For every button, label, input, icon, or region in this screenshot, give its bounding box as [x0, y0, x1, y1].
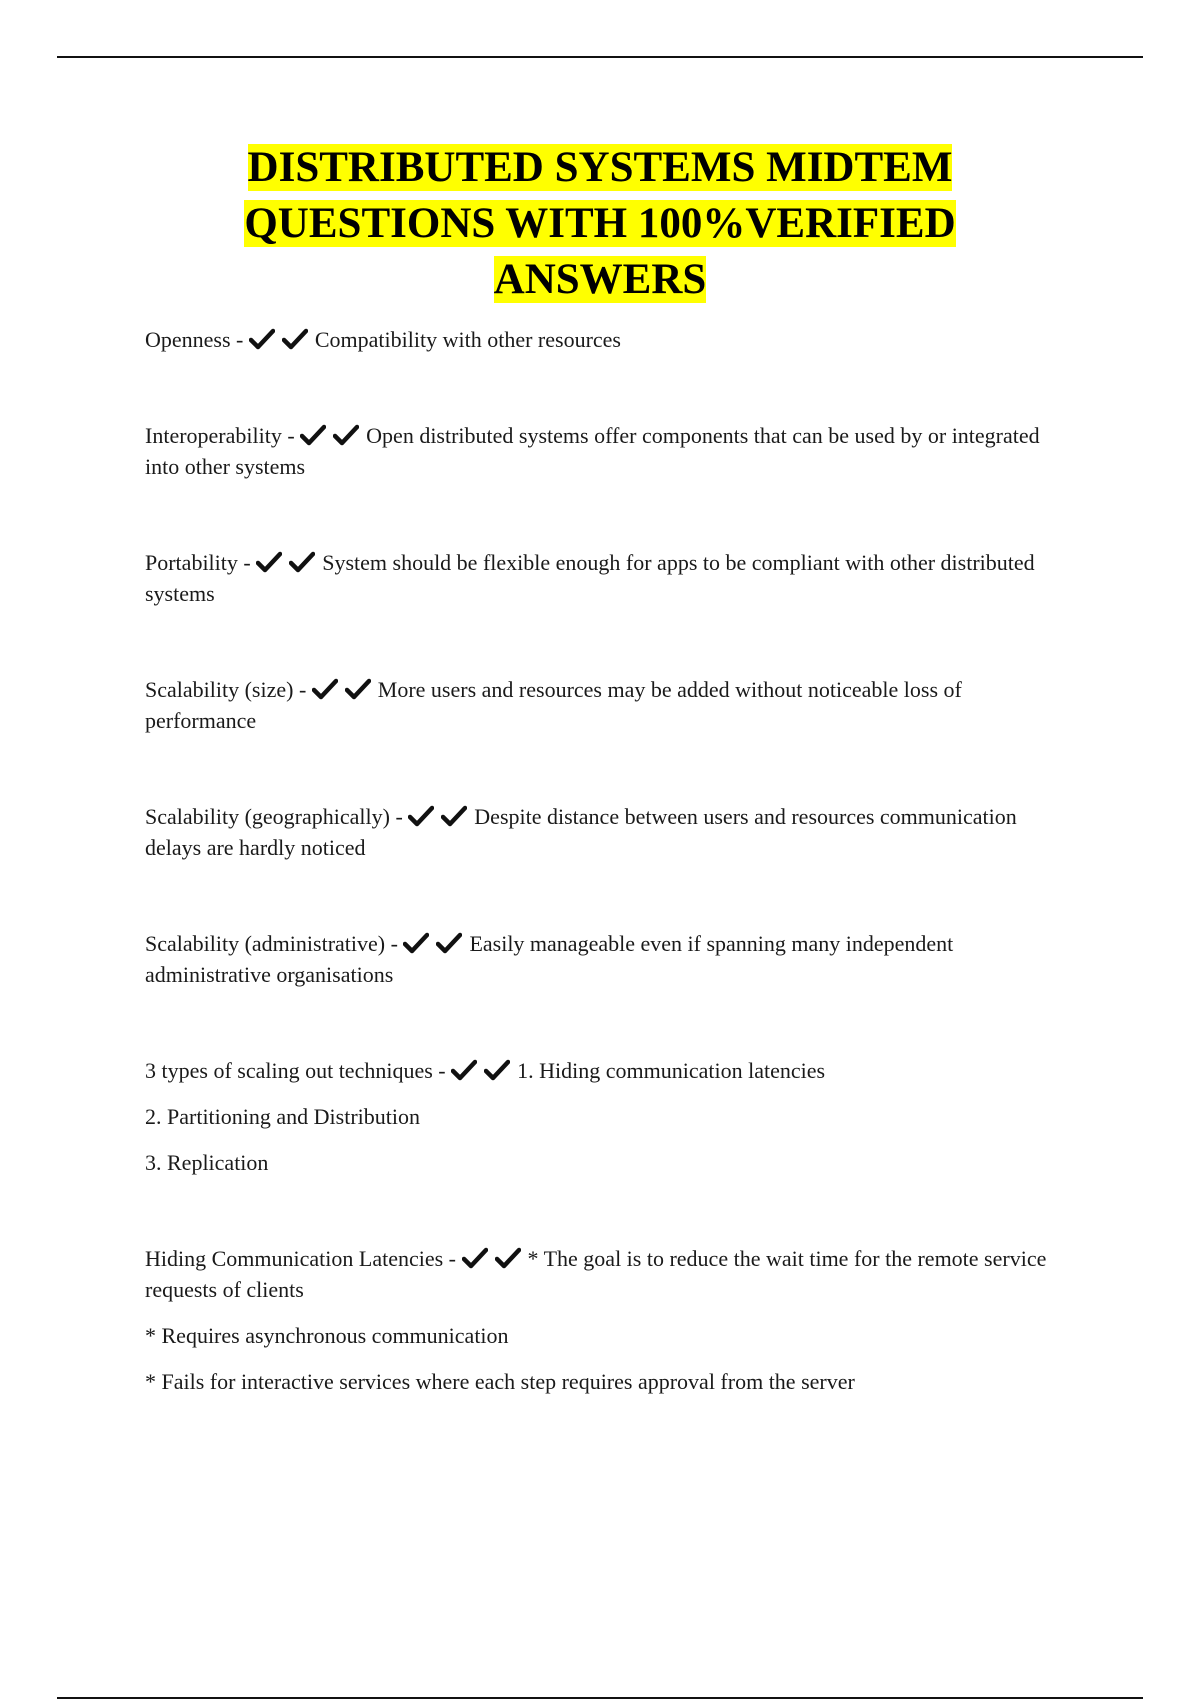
qa-first-paragraph: [145, 1243, 1075, 1305]
term-label: Scalability (size): [145, 677, 294, 702]
check-mark-icon: [282, 328, 308, 350]
qa-entry: [145, 801, 1075, 863]
qa-paragraph: [145, 1366, 1075, 1397]
check-mark-icon: [436, 932, 462, 954]
check-mark-icon: [256, 551, 282, 573]
term-label: Scalability (geographically): [145, 804, 390, 829]
term-separator: -: [432, 1058, 452, 1083]
title-line-1: DISTRIBUTED SYSTEMS MIDTEM: [247, 144, 953, 191]
qa-first-paragraph: [145, 420, 1075, 482]
title-line-2: QUESTIONS WITH 100%VERIFIED: [244, 200, 956, 247]
answer-text: * The goal is to reduce the wait time for the remote service requests of clients: [145, 1246, 1047, 1302]
answer-text: * Fails for interactive services where each step requires approval from the server: [145, 1369, 855, 1394]
top-rule: [57, 56, 1143, 58]
answer-text: * Requires asynchronous communication: [145, 1323, 509, 1348]
term-separator: -: [443, 1246, 462, 1271]
check-mark-icon: [495, 1247, 521, 1269]
qa-entry: [145, 1055, 1075, 1178]
qa-entry: [145, 674, 1075, 736]
answer-text: Easily manageable even if spanning many independent administrative organisations: [145, 931, 954, 987]
term-separator: -: [293, 677, 312, 702]
qa-list: [145, 324, 1075, 1397]
answer-text: Open distributed systems offer components that can be used by or integrated into other systems: [145, 423, 1040, 479]
term-label: Portability: [145, 550, 238, 575]
check-mark-icon: [345, 678, 371, 700]
check-mark-icon: [408, 805, 434, 827]
term-label: Interoperability: [145, 423, 282, 448]
check-mark-icon: [289, 551, 315, 573]
qa-first-paragraph: [145, 1055, 1075, 1086]
check-mark-icon: [403, 932, 429, 954]
check-mark-icon: [484, 1059, 510, 1081]
check-mark-icon: [451, 1059, 477, 1081]
term-label: 3 types of scaling out techniques: [145, 1058, 433, 1083]
title-line-3: ANSWERS: [493, 256, 707, 303]
qa-first-paragraph: [145, 674, 1075, 736]
qa-entry: [145, 324, 1075, 355]
answer-text: 2. Partitioning and Distribution: [145, 1104, 420, 1129]
check-mark-icon: [333, 424, 359, 446]
term-label: Openness: [145, 327, 231, 352]
check-mark-icon: [441, 805, 467, 827]
term-separator: -: [389, 804, 409, 829]
qa-first-paragraph: [145, 547, 1075, 609]
answer-text: System should be flexible enough for apps to be compliant with other distributed systems: [145, 550, 1035, 606]
check-mark-icon: [462, 1247, 488, 1269]
answer-text: 3. Replication: [145, 1150, 269, 1175]
qa-paragraph: [145, 1147, 1075, 1178]
qa-entry: [145, 928, 1075, 990]
qa-entry: [145, 547, 1075, 609]
answer-text: Compatibility with other resources: [314, 327, 621, 352]
term-separator: -: [237, 550, 257, 575]
check-mark-icon: [300, 424, 326, 446]
qa-entry: [145, 420, 1075, 482]
qa-first-paragraph: [145, 801, 1075, 863]
answer-text: More users and resources may be added without noticeable loss of performance: [145, 677, 962, 733]
qa-paragraph: [145, 1101, 1075, 1132]
term-label: Hiding Communication Latencies: [145, 1246, 444, 1271]
term-label: Scalability (administrative): [145, 931, 386, 956]
qa-first-paragraph: [145, 928, 1075, 990]
qa-entry: [145, 1243, 1075, 1397]
check-mark-icon: [249, 328, 275, 350]
answer-text: Despite distance between users and resources communication delays are hardly noticed: [145, 804, 1017, 860]
check-mark-icon: [312, 678, 338, 700]
term-separator: -: [281, 423, 301, 448]
qa-first-paragraph: [145, 324, 1075, 355]
qa-paragraph: [145, 1320, 1075, 1351]
bottom-rule: [57, 1697, 1143, 1699]
document-title: [0, 140, 1200, 308]
term-separator: -: [385, 931, 404, 956]
answer-text: 1. Hiding communication latencies: [517, 1058, 826, 1083]
term-separator: -: [230, 327, 249, 352]
